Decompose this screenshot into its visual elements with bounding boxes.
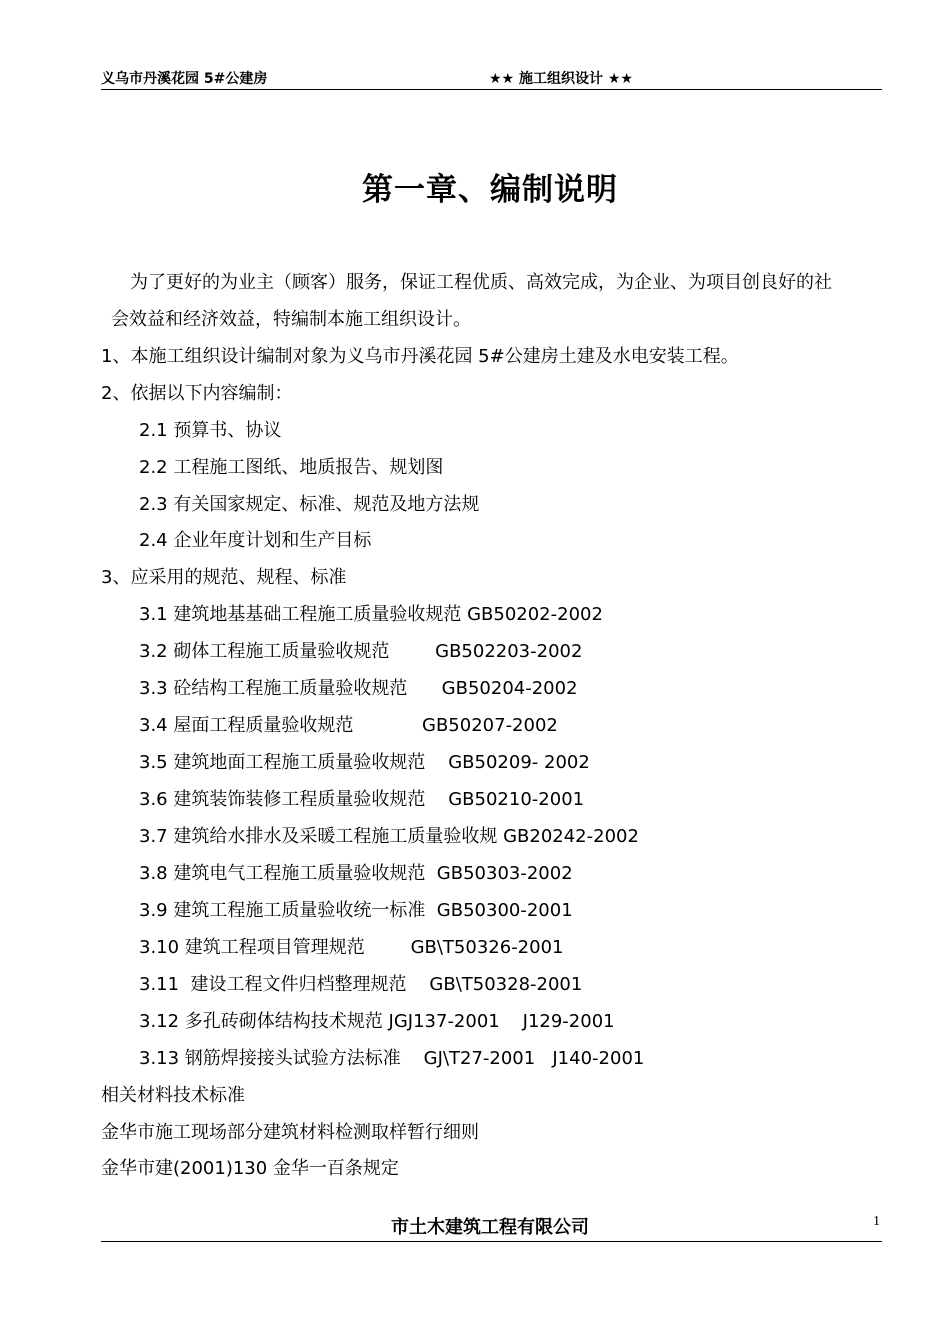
footer-divider bbox=[101, 1241, 882, 1242]
header-project-name: 义乌市丹溪花园 5#公建房 bbox=[101, 71, 268, 87]
section-1: 1、本施工组织设计编制对象为义乌市丹溪花园 5#公建房土建及水电安装工程。 bbox=[101, 346, 739, 367]
standard-item: 3.2 砌体工程施工质量验收规范 GB502203-2002 bbox=[139, 641, 583, 662]
standard-item: 3.7 建筑给水排水及采暖工程施工质量验收规 GB20242-2002 bbox=[139, 826, 639, 847]
standard-item: 3.4 屋面工程质量验收规范 GB50207-2002 bbox=[139, 715, 558, 736]
extra-item: 金华市施工现场部分建筑材料检测取样暂行细则 bbox=[101, 1122, 479, 1143]
page-number: 1 bbox=[873, 1214, 880, 1229]
standard-item: 3.5 建筑地面工程施工质量验收规范 GB50209- 2002 bbox=[139, 752, 590, 773]
section-2-heading: 2、依据以下内容编制： bbox=[101, 383, 293, 404]
footer-company-name: 市土木建筑工程有限公司 bbox=[391, 1217, 589, 1238]
standard-item: 3.9 建筑工程施工质量验收统一标准 GB50300-2001 bbox=[139, 900, 573, 921]
header-document-type: ★★ 施工组织设计 ★★ bbox=[489, 71, 633, 87]
standard-item: 3.12 多孔砖砌体结构技术规范 JGJ137-2001 J129-2001 bbox=[139, 1011, 615, 1032]
standard-item: 3.6 建筑装饰装修工程质量验收规范 GB50210-2001 bbox=[139, 789, 585, 810]
section-3-heading: 3、应采用的规范、规程、标准 bbox=[101, 567, 347, 588]
intro-line-1: 为了更好的为业主（顾客）服务，保证工程优质、高效完成，为企业、为项目创良好的社 bbox=[130, 272, 832, 293]
header-divider bbox=[101, 89, 882, 90]
extra-item: 金华市建(2001)130 金华一百条规定 bbox=[101, 1158, 399, 1179]
standard-item: 3.13 钢筋焊接接头试验方法标准 GJ\T27-2001 J140-2001 bbox=[139, 1048, 645, 1069]
section-2-item: 2.1 预算书、协议 bbox=[139, 420, 282, 441]
standard-item: 3.3 砼结构工程施工质量验收规范 GB50204-2002 bbox=[139, 678, 578, 699]
section-2-item: 2.3 有关国家规定、标准、规范及地方法规 bbox=[139, 494, 480, 515]
standard-item: 3.10 建筑工程项目管理规范 GB\T50326-2001 bbox=[139, 937, 564, 958]
extra-item: 相关材料技术标准 bbox=[101, 1085, 245, 1106]
chapter-title: 第一章、编制说明 bbox=[362, 172, 618, 208]
section-2-item: 2.2 工程施工图纸、地质报告、规划图 bbox=[139, 457, 444, 478]
section-2-item: 2.4 企业年度计划和生产目标 bbox=[139, 530, 372, 551]
standard-item: 3.11 建设工程文件归档整理规范 GB\T50328-2001 bbox=[139, 974, 583, 995]
standard-item: 3.8 建筑电气工程施工质量验收规范 GB50303-2002 bbox=[139, 863, 573, 884]
standard-item: 3.1 建筑地基基础工程施工质量验收规范 GB50202-2002 bbox=[139, 604, 603, 625]
intro-line-2: 会效益和经济效益，特编制本施工组织设计。 bbox=[111, 309, 471, 330]
